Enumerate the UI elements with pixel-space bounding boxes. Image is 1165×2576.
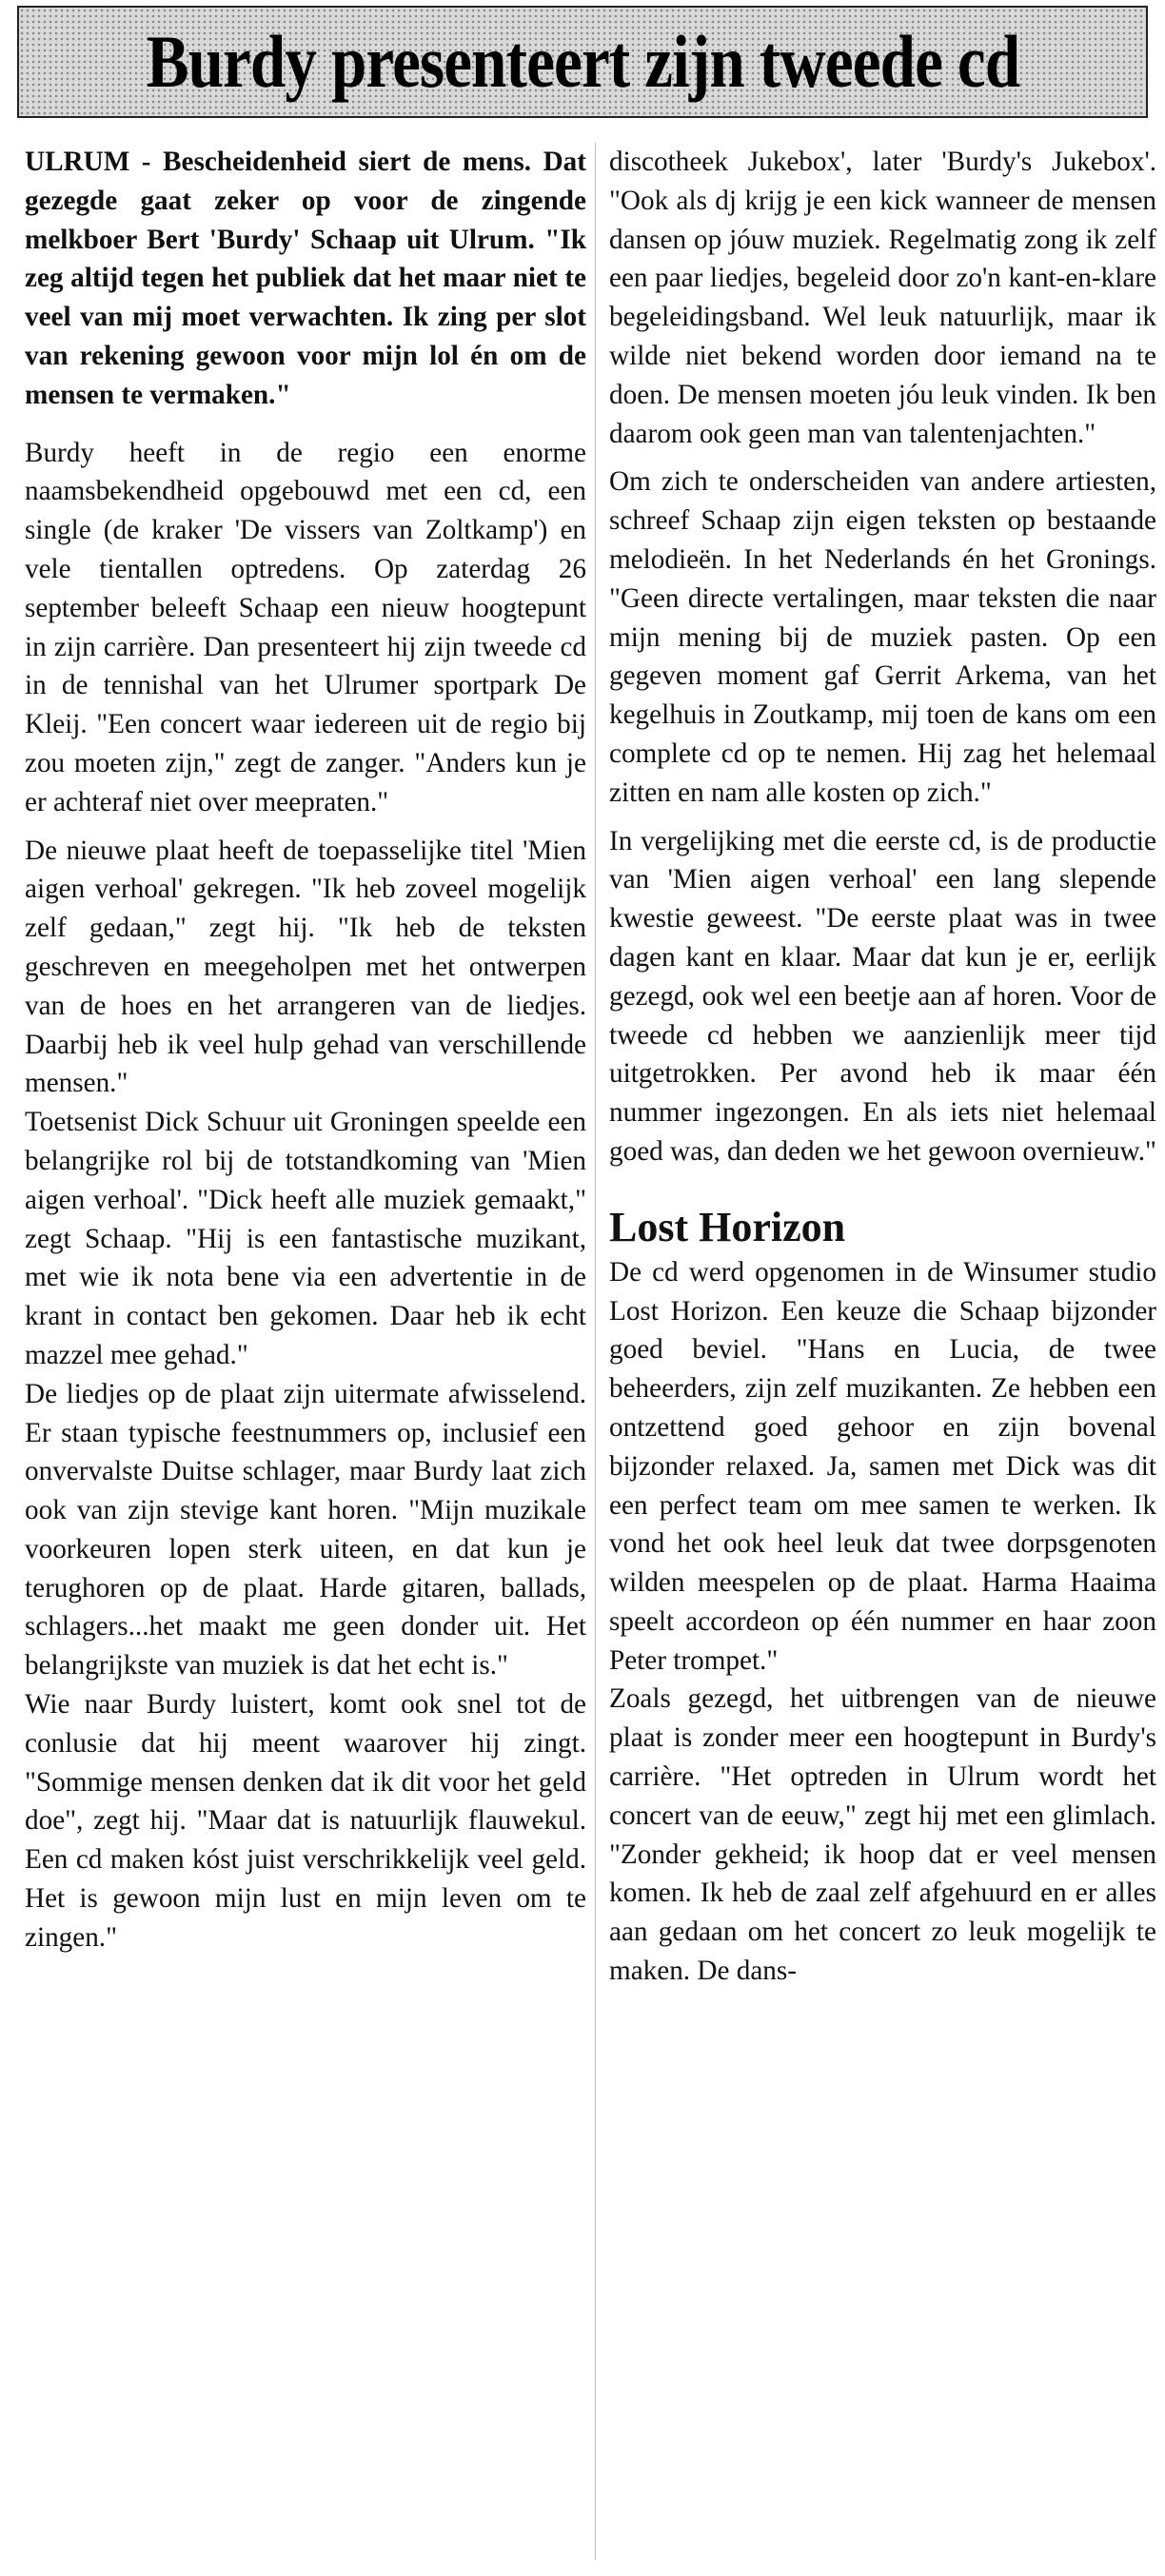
paragraph: De cd werd opgenomen in de Winsumer studio Lost Horizon. Een keuze die Schaap bijzonder goed beviel. "Hans en Lucia, de twee beheerders, zijn zelf muzikanten. Ze hebben een ontzettend goed gehoor en zijn bovenal bijzonder relaxed. Ja, samen met Dick was dit een perfect team om mee samen te werken. Ik vond het ook heel leuk dat twee dorpsgenoten wilden meespelen op de plaat. Harma Haaima speelt accordeon op één nummer en haar zoon Peter trompet."	[609, 1256, 1156, 1676]
article-lead: ULRUM - Bescheidenheid siert de mens. Dat gezegde gaat zeker op voor de zingende melkboer Bert 'Burdy' Schaap uit Ulrum. "Ik zeg altijd tegen het publiek dat het maar niet te veel van mij moet verwachten. Ik zing per slot van rekening gewoon voor mijn lol én om de mensen te vermaken."	[25, 147, 586, 410]
paragraph: In vergelijking met die eerste cd, is de productie van 'Mien aigen verhoal' een lang slepende kwestie geweest. "De eerste plaat was in twee dagen kant en klaar. Maar dat kun je er, eerlijk gezegd, ook wel een beetje aan af horen. Voor de tweede cd hebben we aanzienlijk meer tijd uitgetrokken. Per avond heb ik maar één nummer ingezongen. En als iets niet helemaal goed was, dan deden we het gewoon overnieuw."	[609, 825, 1156, 1167]
paragraph: discotheek Jukebox', later 'Burdy's Jukebox'. "Ook als dj krijg je een kick wanneer de mensen dansen op jóuw muziek. Regelmatig zong ik zelf een paar liedjes, begeleid door zo'n kant-en-klare begeleidingsband. Wel leuk natuurlijk, maar ik wilde niet bekend worden door iemand na te doen. De mensen moeten jóu leuk vinden. Ik ben daarom ook geen man van talentenjachten."	[609, 147, 1156, 449]
paragraph: Zoals gezegd, het uitbrengen van de nieuwe plaat is zonder meer een hoogtepunt in Burdy's carrière. "Het optreden in Ulrum wordt het concert van de eeuw," zegt hij met een glimlach. "Zonder gekheid; ik hoop dat er veel mensen komen. Ik heb de zaal zelf afgehuurd en er alles aan gedaan om het concert zo leuk mogelijk te maken. De dans-	[609, 1683, 1156, 1987]
section-subhead: Lost Horizon	[609, 1203, 846, 1250]
headline-banner	[17, 6, 1148, 118]
column-divider	[595, 143, 596, 2560]
paragraph: De nieuwe plaat heeft de toepasselijke titel 'Mien aigen verhoal' gekregen. "Ik heb zoveel mogelijk zelf gedaan," zegt hij. "Ik heb de teksten geschreven en meegeholpen met het ontwerpen van de hoes en het arrangeren van de liedjes. Daarbij heb ik veel hulp gehad van verschillende mensen."	[25, 835, 586, 1099]
paragraph: Om zich te onderscheiden van andere artiesten, schreef Schaap zijn eigen teksten op bestaande melodieën. In het Nederlands én het Gronings. "Geen directe vertalingen, maar teksten die naar mijn mening bij de muziek pasten. Op een gegeven moment gaf Gerrit Arkema, van het kegelhuis in Zoutkamp, mij toen de kans om een complete cd op te nemen. Hij zag het helemaal zitten en nam alle kosten op zich."	[609, 466, 1156, 808]
paragraph: De liedjes op de plaat zijn uitermate afwisselend. Er staan typische feestnummers op, inclusief een onvervalste Duitse schlager, maar Burdy laat zich ook van zijn stevige kant horen. "Mijn muzikale voorkeuren lopen sterk uiteen, en dat kun je terughoren op de plaat. Harde gitaren, ballads, schlagers...het maakt me geen donder uit. Het belangrijkste van muziek is dat het echt is."	[25, 1378, 586, 1681]
paragraph: Wie naar Burdy luistert, komt ook snel tot de conlusie dat hij meent waarover hij zingt. "Sommige mensen denken dat ik dit voor het geld doe", zegt hij. "Maar dat is natuurlijk flauwekul. Een cd maken kóst juist verschrikkelijk veel geld. Het is gewoon mijn lust en mijn leven om te zingen."	[25, 1689, 586, 1953]
paragraph: Toetsenist Dick Schuur uit Groningen speelde een belangrijke rol bij de totstandkoming van 'Mien aigen verhoal'. "Dick heeft alle muziek gemaakt," zegt Schaap. "Hij is een fantastische muzikant, met wie ik nota bene via een advertentie in de krant in contact ben gekomen. Daar heb ik echt mazzel mee gehad."	[25, 1107, 586, 1370]
left-column	[25, 143, 586, 1957]
paragraph: Burdy heeft in de regio een enorme naamsbekendheid opgebouwd met een cd, een single (de kraker 'De vissers van Zoltkamp') en vele tientallen optredens. Op zaterdag 26 september beleeft Schaap een nieuw hoogtepunt in zijn carrière. Dan presenteert hij zijn tweede cd in de tennishal van het Ulrumer sportpark De Kleij. "Een concert waar iedereen uit de regio bij zou moeten zijn," zegt de zanger. "Anders kun je er achteraf niet over meepraten."	[25, 437, 586, 817]
article-headline: Burdy presenteert zijn tweede cd	[146, 20, 1019, 103]
right-column	[609, 143, 1156, 1991]
